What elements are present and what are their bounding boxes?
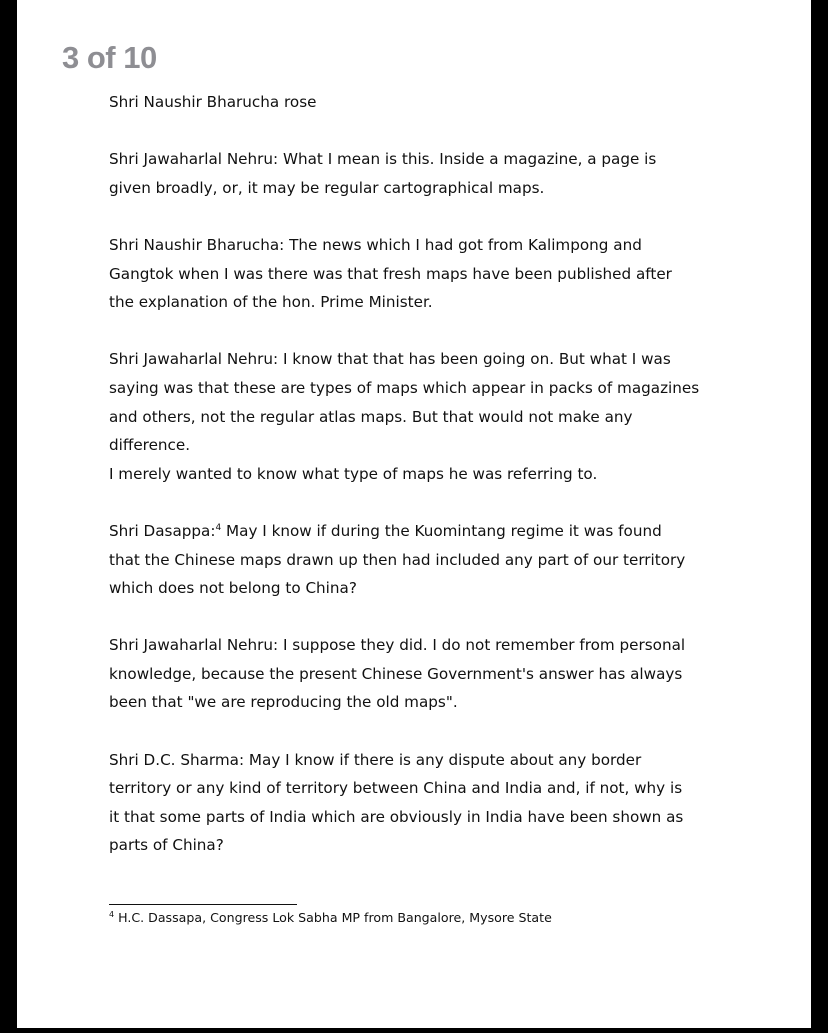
- footnote-divider: [109, 904, 297, 905]
- speaker-name: Shri Dasappa:: [109, 521, 216, 540]
- text-line: parts of China?: [109, 836, 224, 855]
- paragraph: [109, 631, 749, 717]
- text-line: Shri Jawaharlal Nehru: I suppose they did. I do not remember from personal: [109, 636, 686, 655]
- text-line: Shri D.C. Sharma: May I know if there is any dispute about any border: [109, 750, 642, 769]
- text-line: territory or any kind of territory between China and India and, if not, why is: [109, 779, 683, 798]
- text-line: it that some parts of India which are obviously in India have been shown as: [109, 807, 684, 826]
- paragraph: [109, 746, 749, 860]
- footnote-number: 4: [109, 909, 115, 919]
- text-line: saying was that these are types of maps which appear in packs of magazines: [109, 378, 700, 397]
- text-line: been that "we are reproducing the old maps".: [109, 693, 458, 712]
- text-line: which does not belong to China?: [109, 579, 357, 598]
- text-line: Shri Naushir Bharucha rose: [109, 93, 317, 111]
- footnote-text: H.C. Dassapa, Congress Lok Sabha MP from Bangalore, Mysore State: [118, 910, 552, 925]
- paragraph: [109, 517, 749, 603]
- paragraph: [109, 145, 749, 202]
- text-line: Shri Jawaharlal Nehru: What I mean is this. Inside a magazine, a page is: [109, 150, 657, 169]
- footnote-reference[interactable]: 4: [215, 522, 222, 533]
- paragraph: [109, 345, 749, 488]
- text-line: Shri Naushir Bharucha: The news which I had got from Kalimpong and: [109, 235, 642, 254]
- text-line: Shri Jawaharlal Nehru: I know that that has been going on. But what I was: [109, 350, 671, 369]
- text-line: [109, 517, 749, 546]
- document-page: [17, 0, 811, 1028]
- paragraph: [109, 231, 749, 317]
- page-counter: 3 of 10: [62, 40, 157, 75]
- text-line: the explanation of the hon. Prime Minister.: [109, 293, 433, 312]
- text-line: Gangtok when I was there was that fresh maps have been published after: [109, 264, 672, 283]
- footnote: [109, 910, 552, 925]
- text-fragment: May I know if during the Kuomintang regime it was found: [221, 521, 662, 540]
- text-line: and others, not the regular atlas maps. But that would not make any: [109, 407, 633, 426]
- transcript-body: [109, 88, 749, 889]
- text-line: I merely wanted to know what type of maps he was referring to.: [109, 464, 598, 483]
- text-line: knowledge, because the present Chinese Government's answer has always: [109, 664, 683, 683]
- paragraph: [109, 88, 749, 117]
- text-line: that the Chinese maps drawn up then had included any part of our territory: [109, 550, 686, 569]
- text-line: difference.: [109, 436, 191, 455]
- text-line: given broadly, or, it may be regular cartographical maps.: [109, 178, 545, 197]
